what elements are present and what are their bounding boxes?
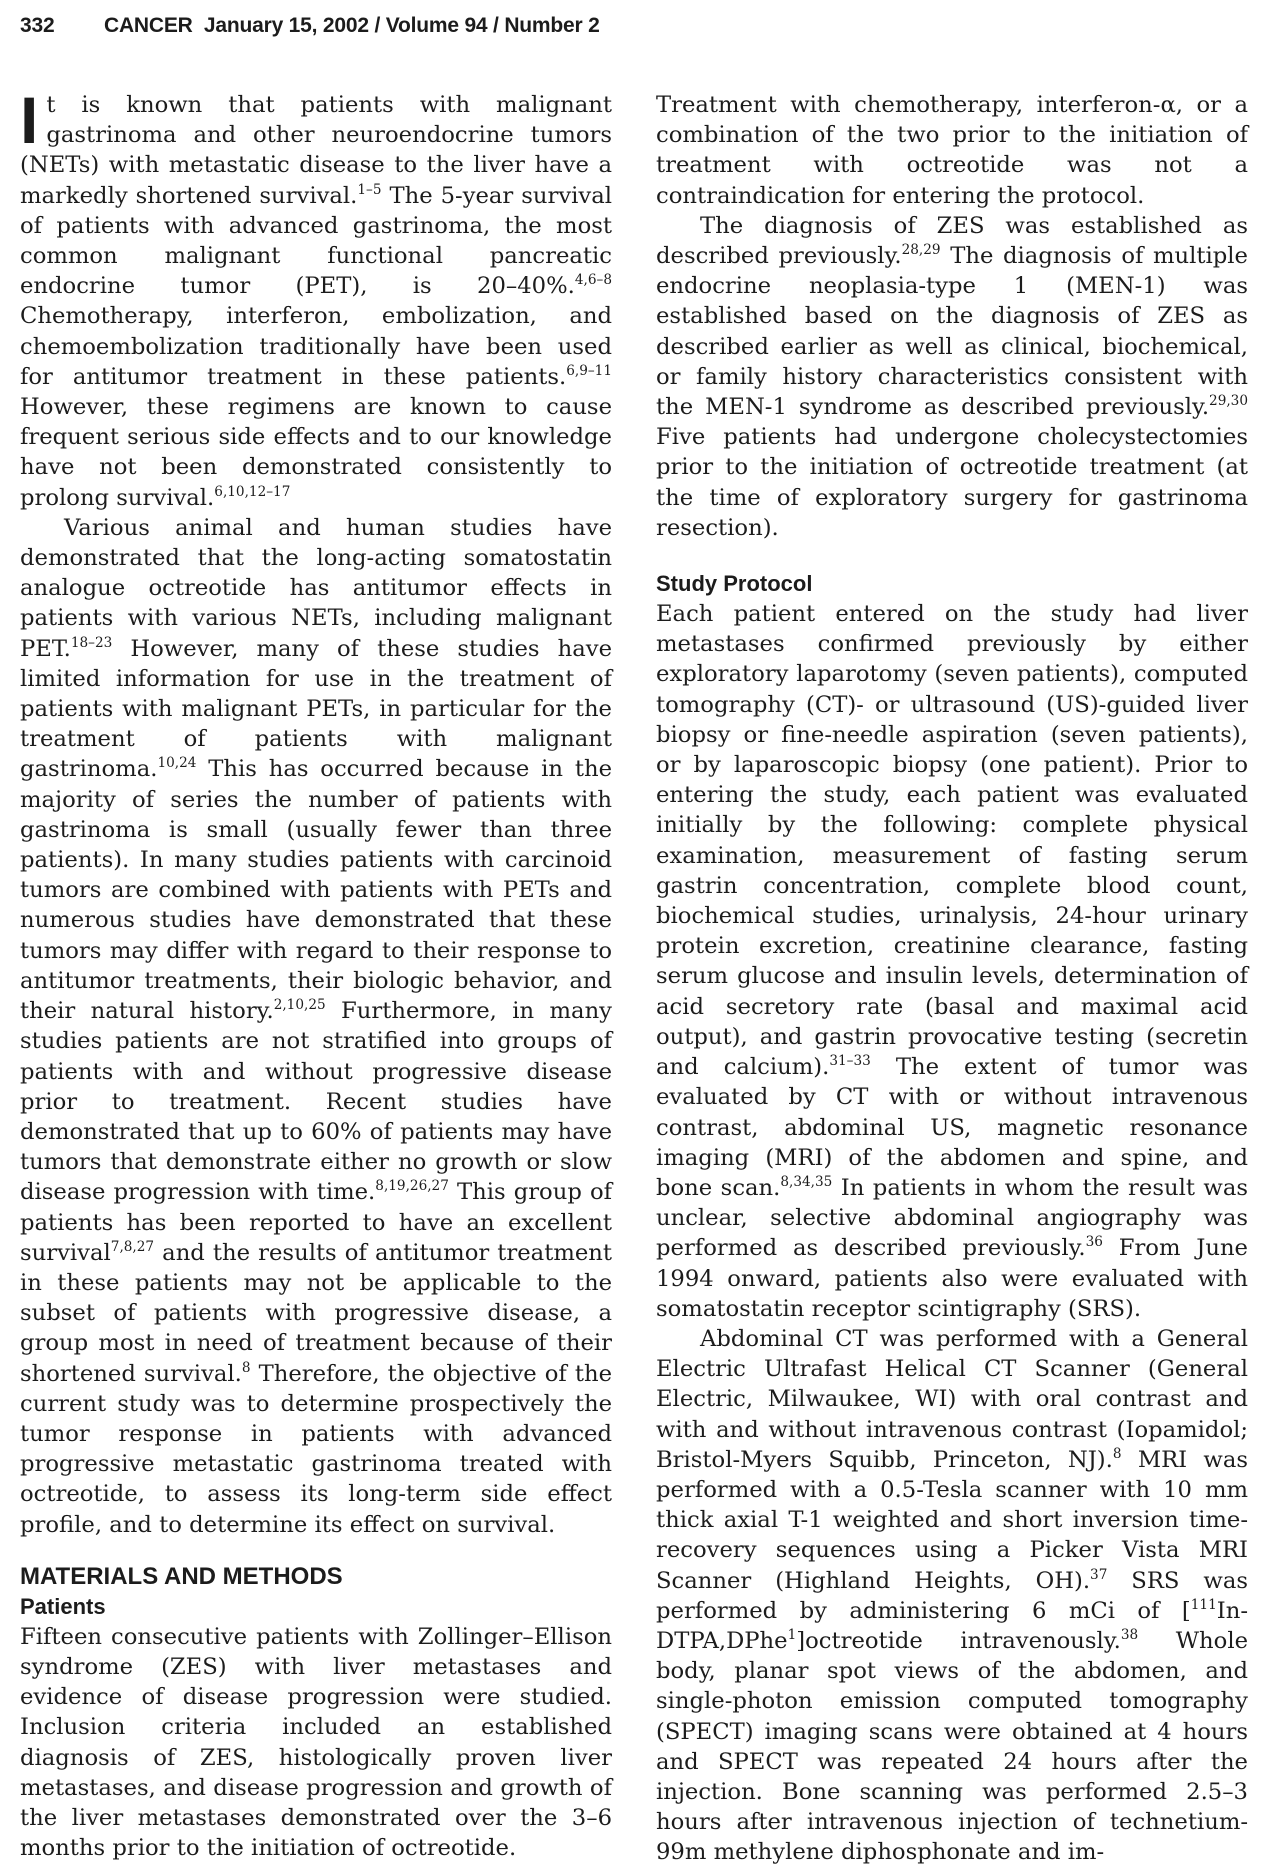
subsection-heading: Study Protocol <box>656 571 813 597</box>
left-column <box>20 83 613 1863</box>
citation: 6,9–11 <box>566 362 612 379</box>
right-column <box>656 90 1248 1868</box>
citation: 8,19,26,27 <box>375 1178 449 1195</box>
citation: 8,34,35 <box>780 1174 833 1191</box>
section-heading: MATERIALS AND METHODS <box>20 1562 343 1590</box>
citation: 31–33 <box>829 1053 871 1070</box>
citation: 8 <box>241 1359 251 1376</box>
drop-cap: I <box>20 83 39 157</box>
body-paragraph: Various animal and human studies have demonstrated that the long-acting somatostatin analogue octreotide has antitumor effects in patients with various NETs, including malignant PET.$^{18-23}$ However, many of these studies have limited information for use in the treatment of patients with malignant PETs, in particular for the treatment of patients with malignant gastrinoma.$^{10,24}$ This has occurred because in the majority of series the number of patients with gastrinoma is small (usually fewer than three patients). In many studies patients with carcinoid tumors are combined with patients with PETs and numerous studies have demonstrated that these tumors may differ with regard to their response to antitumor treatments, their biologic behavior, and their natural history.$^{2,10,25}$ Furthermore, in many studies patients are not stratified into groups of patients with and without progressive disease prior to treatment. Recent studies have demonstrated that up to 60% of patients may have tumors that demonstrate either no growth or slow disease progression with time.$^{8,19,26,27}$ This group of patients has been reported to have an excellent survival$^{7,8,27}$ and the results of antitumor treatment in these patients may not be applicable to the subset of patients with progressive disease, a group most in need of treatment because of their shortened survival.$^8$ Therefore, the objective of the current study was to determine prospectively the tumor response in patients with advanced progressive metastatic gastrinoma treated with octreotide, to assess its long-term side effect profile, and to determine its effect on survival. <box>20 514 613 1538</box>
citation: 2,10,25 <box>273 997 326 1014</box>
citation: 37 <box>1090 1566 1108 1583</box>
citation: 8 <box>1112 1445 1122 1462</box>
body-paragraph: The diagnosis of ZES was established as described previously.$^{28,29}$ The diagnosis of multiple endocrine neoplasia-type 1 (MEN-1) was established based on the diagnosis of ZES as described earlier as well as clinical, biochemical, or family history characteristics consistent with the MEN-1 syndrome as described previously.$^{29,30}$ Five patients had undergone cholecystectomies prior to the initiation of octreotide treatment (at the time of exploratory surgery for gastrinoma resection). <box>656 212 1248 541</box>
citation: 10,24 <box>157 755 197 772</box>
running-header <box>20 14 600 44</box>
journal-citation: CANCER January 15, 2002 / Volume 94 / Number 2 <box>104 14 600 37</box>
citation: 1–5 <box>357 181 382 198</box>
citation: 38 <box>1120 1627 1139 1644</box>
citation: 36 <box>1085 1234 1103 1251</box>
isotope-superscript: 111 <box>1190 1596 1217 1613</box>
page-number: 332 <box>20 14 55 37</box>
citation: 29,30 <box>1209 393 1248 410</box>
subsection-heading: Patients <box>20 1593 106 1619</box>
body-paragraph: Abdominal CT was performed with a General Electric Ultrafast Helical CT Scanner (General Electric, Milwaukee, WI) with oral contrast and with and without intravenous contrast (Iopamidol; Bristol-Myers Squibb, Princeton, NJ).$^8$ MRI was performed with a 0.5-Tesla scanner with 10 mm thick axial T-1 weighted and short inversion time-recovery sequences using a Picker Vista MRI Scanner (Highland Heights, OH).$^{37}$ SRS was performed by administering 6 mCi of [$^{111}$In-DTPA,DPhe$^1$]octreotide intravenously.$^{38}$ Whole body, planar spot views of the abdomen, and single-photon emission computed tomography (SPECT) imaging scans were obtained at 4 hours and SPECT was repeated 24 hours after the injection. Bone scanning was performed 2.5–3 hours after intravenous injection of technetium-99m methylene diphosphonate and im- <box>656 1325 1248 1866</box>
intro-paragraph: It is known that patients with malignant gastrinoma and other neuroendocrine tumors (NETs) with metastatic disease to the liver have a markedly shortened survival.$^{1-5}$ The 5-year survival of patients with advanced gastrinoma, the most common malignant functional pancreatic endocrine tumor (PET), is 20–40%.$^{4,6-8}$ Chemotherapy, interferon, embolization, and chemoembolization traditionally have been used for antitumor treatment in these patients.$^{6,9-11}$ However, these regimens are known to cause frequent serious side effects and to our knowledge have not been demonstrated consistently to prolong survival.$^{6,10,12-17}$ <box>20 83 612 511</box>
superscript: 1 <box>787 1627 797 1644</box>
citation: 4,6–8 <box>574 272 612 289</box>
citation: 28,29 <box>901 242 941 259</box>
citation: 6,10,12–17 <box>214 483 291 500</box>
body-paragraph: Treatment with chemotherapy, interferon-α, or a combination of the two prior to the initiation of treatment with octreotide was not a contraindication for entering the protocol. <box>656 92 1248 209</box>
citation: 7,8,27 <box>110 1238 155 1255</box>
citation: 18–23 <box>70 634 113 651</box>
body-paragraph: Fifteen consecutive patients with Zollinger–Ellison syndrome (ZES) with liver metastases and evidence of disease progression were studied. Inclusion criteria included an established diagnosis of ZES, histologically proven liver metastases, and disease progression and growth of the liver metastases demonstrated over the 3–6 months prior to the initiation of octreotide. <box>20 1623 612 1862</box>
body-paragraph: Each patient entered on the study had liver metastases confirmed previously by either exploratory laparotomy (seven patients), computed tomography (CT)- or ultrasound (US)-guided liver biopsy or fine-needle aspiration (seven patients), or by laparoscopic biopsy (one patient). Prior to entering the study, each patient was evaluated initially by the following: complete physical examination, measurement of fasting serum gastrin concentration, complete blood count, biochemical studies, urinalysis, 24-hour urinary protein excretion, creatinine clearance, fasting serum glucose and insulin levels, determination of acid secretory rate (basal and maximal acid output), and gastrin provocative testing (secretin and calcium).$^{31-33}$ The extent of tumor was evaluated by CT with or without intravenous contrast, abdominal US, magnetic resonance imaging (MRI) of the abdomen and spine, and bone scan.$^{8,34,35}$ In patients in whom the result was unclear, selective abdominal angiography was performed as described previously.$^{36}$ From June 1994 onward, patients also were evaluated with somatostatin receptor scintigraphy (SRS). <box>656 601 1248 1322</box>
